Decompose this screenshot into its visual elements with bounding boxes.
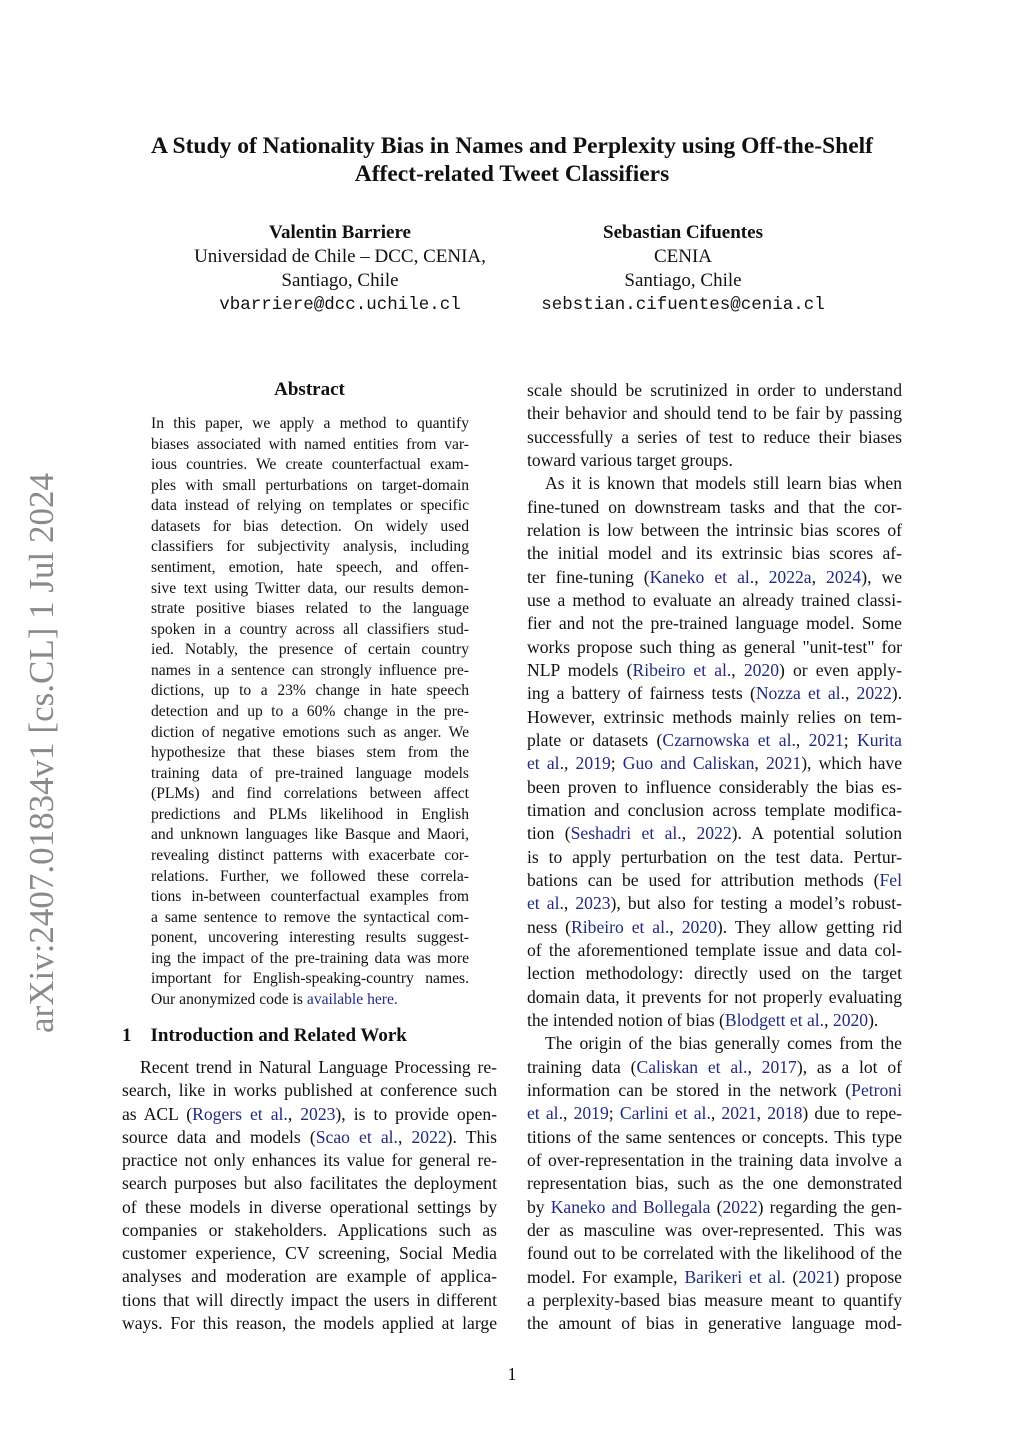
citation-link[interactable]: 2020 <box>832 1009 869 1030</box>
text-segment: However, extrinsic methods mainly relies on tem- <box>527 706 902 727</box>
text-line <box>527 426 902 448</box>
text-line <box>151 620 469 640</box>
text-segment: ied. Notably, the presence of certain country <box>151 641 469 659</box>
text-line <box>122 1172 497 1194</box>
text-line <box>151 805 469 825</box>
text-line <box>151 887 469 907</box>
text-segment: customer experience, CV screening, Social Media <box>122 1243 497 1264</box>
text-line <box>527 939 902 961</box>
text-segment: , <box>681 823 697 844</box>
text-segment: hypothesize that these biases stem from the <box>151 744 469 762</box>
text-segment: ness ( <box>527 916 572 937</box>
text-segment: predictions and PLMs likelihood in English <box>151 805 469 823</box>
text-segment: ples with small perturbations on target-domain <box>151 476 469 494</box>
text-segment: the intended notion of bias ( <box>527 1009 725 1030</box>
text-line <box>527 1172 902 1194</box>
text-segment: successfully a series of test to reduce their biases <box>527 426 902 447</box>
citation-link[interactable]: Petroni <box>851 1079 902 1100</box>
citation-link[interactable]: et al. <box>527 893 564 914</box>
text-segment: use a method to evaluate an already trained classi- <box>527 589 902 610</box>
text-segment: ) or even apply- <box>779 659 903 680</box>
text-line <box>527 799 902 821</box>
text-segment: strate positive biases related to the language <box>151 600 469 618</box>
text-segment: titions of the same sentences or concepts. This type <box>527 1126 902 1147</box>
text-segment: search, like in works published at conference such <box>122 1080 497 1101</box>
text-line <box>527 1289 902 1311</box>
text-segment: companies or stakeholders. Applications such as <box>122 1219 497 1240</box>
text-line <box>151 599 469 619</box>
text-segment: In this paper, we apply a method to quantify <box>151 415 469 432</box>
citation-link[interactable]: 2021 <box>808 729 844 750</box>
author-affiliation: Universidad de Chile – DCC, CENIA, <box>194 246 486 267</box>
citation-link[interactable]: 2020 <box>681 916 717 937</box>
text-segment: tions that will directly impact the users in different <box>122 1289 497 1310</box>
text-segment: a perplexity-based bias measure meant to quantify <box>527 1289 902 1310</box>
text-line <box>527 519 902 541</box>
text-line <box>527 472 902 494</box>
text-line <box>527 1196 902 1218</box>
citation-link[interactable]: available here. <box>306 990 398 1008</box>
text-segment: der as masculine was over-represented. This was <box>527 1219 902 1240</box>
paper-title-line-1: A Study of Nationality Bias in Names and Perplexity using Off-the-Shelf <box>150 133 874 159</box>
text-segment: been proven to influence considerably the bias es- <box>527 776 902 797</box>
text-segment: ), is to provide open- <box>335 1103 497 1124</box>
text-segment: bations can be used for attribution methods ( <box>527 869 880 890</box>
text-line <box>151 476 469 496</box>
text-segment: , <box>754 753 766 774</box>
text-segment: , <box>562 1103 574 1124</box>
text-line <box>527 1056 902 1078</box>
citation-link[interactable]: 2019 <box>575 753 611 774</box>
citation-link[interactable]: 2017 <box>761 1056 797 1077</box>
text-segment: of over-representation in the training data involve a <box>527 1149 902 1170</box>
section-heading-introduction: 1 Introduction and Related Work <box>122 1025 407 1046</box>
text-line <box>527 542 902 564</box>
text-line <box>151 661 469 681</box>
citation-link[interactable]: Guo and Caliskan <box>622 753 755 774</box>
text-line <box>527 1219 902 1241</box>
text-segment: ). This <box>446 1126 497 1147</box>
text-line <box>527 706 902 728</box>
text-segment: ), which have <box>801 753 902 774</box>
text-line <box>151 702 469 722</box>
citation-link[interactable]: 2021 <box>766 753 802 774</box>
text-segment: toward various target groups. <box>527 449 733 470</box>
citation-link[interactable]: 2019 <box>573 1103 609 1124</box>
text-line <box>122 1242 497 1264</box>
text-line <box>527 1032 902 1054</box>
text-line <box>151 681 469 701</box>
text-line <box>527 752 902 774</box>
text-line <box>151 723 469 743</box>
text-line <box>122 1289 497 1311</box>
text-segment: model. For example, <box>527 1266 685 1287</box>
text-segment: , <box>795 729 809 750</box>
text-line <box>527 962 902 984</box>
text-line <box>122 1103 497 1125</box>
text-line <box>151 908 469 928</box>
text-segment: search purposes but also facilitates the deployment <box>122 1173 497 1194</box>
text-segment: , <box>811 566 827 587</box>
text-segment: fier and not the pre-trained language model. Some <box>527 613 902 634</box>
text-line <box>527 612 902 634</box>
text-segment: ) due to repe- <box>802 1103 902 1124</box>
citation-link[interactable]: Barikeri et al. <box>684 1266 786 1287</box>
text-segment: representation bias, such as the one demonstrated <box>527 1173 902 1194</box>
text-line <box>151 579 469 599</box>
text-segment: the initial model and its extrinsic bias scores af- <box>527 543 902 564</box>
citation-link[interactable]: Kaneko et al. <box>649 566 755 587</box>
author-affiliation: Santiago, Chile <box>624 270 742 291</box>
text-line <box>527 822 902 844</box>
text-segment: lection methodology: directly used on the target <box>527 963 902 984</box>
author-email: vbarriere@dcc.uchile.cl <box>219 295 461 315</box>
text-segment: ; <box>610 753 623 774</box>
citation-link[interactable]: Kurita <box>857 729 902 750</box>
author-name: Sebastian Cifuentes <box>603 222 763 243</box>
text-line <box>527 1009 902 1031</box>
text-segment: ; <box>843 729 858 750</box>
text-segment: NLP models ( <box>527 659 633 680</box>
text-segment: As it is known that models still learn bias when <box>545 473 902 494</box>
text-segment: as ACL ( <box>122 1103 193 1124</box>
text-segment: , <box>669 916 682 937</box>
text-line <box>151 846 469 866</box>
text-line <box>527 892 902 914</box>
text-segment: practice not only enhances its value for general re- <box>122 1150 497 1171</box>
text-line <box>527 1312 902 1334</box>
text-line <box>527 1266 902 1288</box>
citation-link[interactable]: Czarnowska et al. <box>662 729 796 750</box>
text-line <box>151 969 469 989</box>
text-segment: source data and models ( <box>122 1126 316 1147</box>
text-line <box>527 729 902 751</box>
text-segment: , <box>731 659 744 680</box>
text-line <box>527 402 902 424</box>
text-segment: datasets for bias detection. On widely used <box>151 517 469 535</box>
text-segment: ) regarding the gen- <box>757 1196 902 1217</box>
text-line <box>527 869 902 891</box>
text-line <box>527 589 902 611</box>
text-segment: ways. For this reason, the models applied at large <box>122 1312 497 1333</box>
text-segment: ), we <box>861 566 903 587</box>
text-line <box>151 928 469 948</box>
abstract-heading: Abstract <box>274 379 345 400</box>
text-segment: data instead of relying on templates or specific <box>151 497 469 515</box>
citation-link[interactable]: 2022 <box>411 1126 447 1147</box>
text-segment: (PLMs) and find correlations between affect <box>151 785 469 803</box>
citation-link[interactable]: Ribeiro et al. <box>632 659 732 680</box>
text-line <box>527 636 902 658</box>
citation-link[interactable]: Scao et al. <box>315 1126 398 1147</box>
text-segment: tions in-between counterfactual examples from <box>151 888 469 906</box>
text-segment: relation is low between the intrinsic bias scores of <box>527 519 902 540</box>
text-line <box>122 1056 497 1078</box>
text-line <box>122 1196 497 1218</box>
text-segment: tion ( <box>527 823 571 844</box>
citation-link[interactable]: Seshadri et al. <box>570 823 682 844</box>
text-line <box>527 449 902 471</box>
citation-link[interactable]: 2021 <box>798 1266 834 1287</box>
text-segment: names in a sentence can strongly influence pre- <box>151 661 469 679</box>
text-segment: information can be stored in the network ( <box>527 1079 852 1100</box>
text-line <box>122 1219 497 1241</box>
text-line <box>151 825 469 845</box>
text-segment: training data ( <box>527 1056 637 1077</box>
text-line <box>122 1312 497 1334</box>
text-line <box>527 496 902 518</box>
text-segment: dictions, up to a 23% change in hate speech <box>151 682 469 700</box>
text-line <box>527 1079 902 1101</box>
text-segment: works propose such thing as general "unit-test" for <box>527 636 902 657</box>
text-line <box>122 1079 497 1101</box>
text-segment: ( <box>785 1266 799 1287</box>
text-line <box>527 916 902 938</box>
text-segment: a same sentence to remove the syntactical com- <box>151 908 469 926</box>
text-line <box>527 379 902 401</box>
citation-link[interactable]: Fel <box>879 869 902 890</box>
text-line <box>151 949 469 969</box>
text-segment: The origin of the bias generally comes from the <box>545 1033 902 1054</box>
text-line <box>527 846 902 868</box>
text-segment: revealing distinct patterns with exacerbate cor- <box>151 846 469 864</box>
citation-link[interactable]: 2023 <box>300 1103 336 1124</box>
text-line <box>151 558 469 578</box>
text-segment: , <box>844 683 857 704</box>
citation-link[interactable]: Kaneko and Bollegala <box>550 1196 711 1217</box>
text-segment: , <box>747 1056 762 1077</box>
text-segment: ) propose <box>833 1266 902 1287</box>
text-segment: important for English-speaking-country names. <box>151 970 469 988</box>
citation-link[interactable]: 2022 <box>696 823 732 844</box>
citation-link[interactable]: 2020 <box>743 659 779 680</box>
text-segment: is to apply perturbation on the test data. Pertur- <box>527 846 902 867</box>
text-line <box>151 414 469 434</box>
text-segment: , <box>397 1126 412 1147</box>
author-affiliation: CENIA <box>653 246 713 267</box>
citation-link[interactable]: 2023 <box>575 893 611 914</box>
text-segment: , <box>563 753 576 774</box>
text-segment: ). A potential solution <box>731 823 903 844</box>
text-segment: , <box>710 1103 722 1124</box>
text-segment: Our anonymized code is <box>151 990 307 1008</box>
author-email: sebstian.cifuentes@cenia.cl <box>541 295 825 315</box>
text-segment: ), but also for testing a model’s robust- <box>610 893 902 914</box>
text-segment: ). They allow getting rid <box>716 916 902 937</box>
citation-link[interactable]: 2022 <box>722 1196 758 1217</box>
text-line <box>122 1149 497 1171</box>
text-segment: domain data, it prevents for not properly evaluating <box>527 986 902 1007</box>
text-segment: diction of negative emotions such as anger. We <box>151 723 469 741</box>
text-line <box>527 1102 902 1124</box>
text-segment: biases associated with named entities from var- <box>151 435 469 453</box>
text-line <box>151 537 469 557</box>
text-segment: , <box>754 566 769 587</box>
citation-link[interactable]: Ribeiro et al. <box>571 916 670 937</box>
paper-title-line-2: Affect-related Tweet Classifiers <box>354 161 670 187</box>
text-segment: fine-tuned on downstream tasks and that the cor- <box>527 496 902 517</box>
citation-link[interactable]: Carlini et al. <box>619 1103 711 1124</box>
text-line <box>527 986 902 1008</box>
citation-link[interactable]: 2018 <box>767 1103 803 1124</box>
text-segment: ), as a lot of <box>796 1056 902 1077</box>
citation-link[interactable]: Caliskan et al. <box>636 1056 748 1077</box>
text-segment: ter fine-tuning ( <box>527 566 650 587</box>
text-line <box>151 743 469 763</box>
text-segment: spoken in a country across all classifiers stud- <box>151 620 469 638</box>
text-line <box>151 764 469 784</box>
text-segment: classifiers for subjectivity analysis, including <box>151 538 469 556</box>
text-segment: ious countries. We create counterfactual exam- <box>151 456 469 474</box>
text-line <box>151 867 469 887</box>
text-segment: timation and conclusion across template modifica- <box>527 799 902 820</box>
text-line <box>527 659 902 681</box>
text-line <box>151 435 469 455</box>
text-segment: ing the impact of the pre-training data was more <box>151 949 469 967</box>
text-line <box>527 1149 902 1171</box>
text-segment: ing a battery of fairness tests ( <box>527 683 756 704</box>
citation-link[interactable]: 2024 <box>826 566 862 587</box>
author-name: Valentin Barriere <box>269 222 411 243</box>
arxiv-identifier: arXiv:2407.01834v1 [cs.CL] 1 Jul 2024 <box>22 473 61 1033</box>
author-block-2 <box>473 221 893 317</box>
text-line <box>122 1265 497 1287</box>
text-line <box>151 496 469 516</box>
citation-link[interactable]: et al. <box>527 753 564 774</box>
text-segment: ( <box>710 1196 723 1217</box>
text-segment: the amount of bias in generative language mod- <box>527 1313 902 1334</box>
text-segment: by <box>527 1196 551 1217</box>
page-number: 1 <box>507 1364 517 1384</box>
text-line <box>527 682 902 704</box>
text-line <box>527 566 902 588</box>
text-segment: , <box>287 1103 301 1124</box>
text-line <box>122 1126 497 1148</box>
text-segment: Recent trend in Natural Language Processing re- <box>140 1057 497 1077</box>
text-segment: training data of pre-trained language models <box>151 764 469 782</box>
text-segment: ponent, uncovering interesting results suggest- <box>151 929 469 947</box>
text-segment: , <box>756 1103 768 1124</box>
text-segment: plate or datasets ( <box>527 729 663 750</box>
text-line <box>151 455 469 475</box>
citation-link[interactable]: Nozza et al. <box>755 683 845 704</box>
citation-link[interactable]: 2022a <box>768 566 812 587</box>
text-segment: ). <box>868 1009 879 1030</box>
text-segment: detection and up to a 60% change in the pre- <box>151 702 469 720</box>
citation-link[interactable]: et al. <box>527 1103 563 1124</box>
text-segment: sive text using Twitter data, our results demon- <box>151 579 469 597</box>
text-segment: relations. Further, we followed these correla- <box>151 867 469 885</box>
text-segment: of these models in diverse operational settings by <box>122 1196 497 1217</box>
text-segment: sentiment, emotion, hate speech, and offen- <box>151 558 469 576</box>
text-segment: their behavior and should tend to be fair by passing <box>527 403 902 424</box>
text-line <box>527 1242 902 1264</box>
text-segment: scale should be scrutinized in order to understand <box>527 380 902 400</box>
text-segment: and unknown languages like Basque and Maori, <box>151 826 469 844</box>
text-segment: found out to be correlated with the likelihood of the <box>527 1243 902 1264</box>
text-line <box>151 517 469 537</box>
text-line <box>527 1126 902 1148</box>
text-segment: ; <box>608 1103 620 1124</box>
text-segment: , <box>824 1009 833 1030</box>
text-line <box>527 776 902 798</box>
text-line <box>151 640 469 660</box>
author-affiliation: Santiago, Chile <box>281 270 399 291</box>
text-segment: of the aforementioned template issue and data col- <box>527 939 902 960</box>
text-segment: ). <box>891 683 902 704</box>
text-segment: analyses and moderation are example of applica- <box>122 1266 497 1287</box>
citation-link[interactable]: Blodgett et al. <box>724 1009 825 1030</box>
citation-link[interactable]: 2022 <box>856 683 892 704</box>
citation-link[interactable]: Rogers et al. <box>192 1103 288 1124</box>
citation-link[interactable]: 2021 <box>721 1103 757 1124</box>
text-segment: , <box>563 893 576 914</box>
text-line <box>151 784 469 804</box>
text-line <box>151 990 469 1010</box>
